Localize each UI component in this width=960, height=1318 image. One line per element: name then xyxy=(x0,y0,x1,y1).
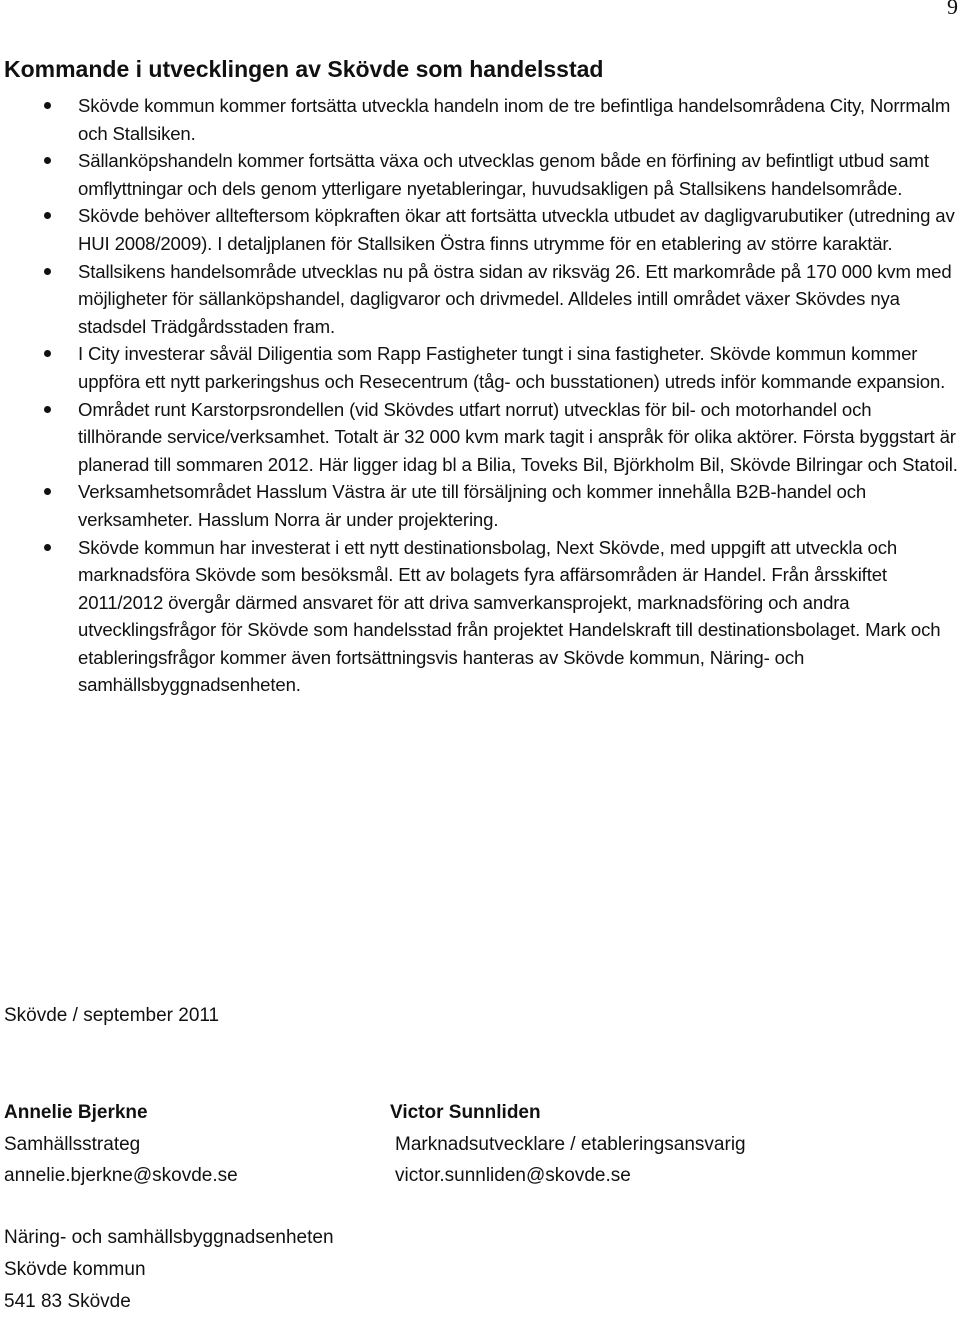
contact-name: Annelie Bjerkne xyxy=(4,1102,148,1123)
bullet-icon xyxy=(44,157,51,164)
contact-role: Samhällsstrateg xyxy=(4,1133,141,1155)
contact-name: Victor Sunnliden xyxy=(390,1102,541,1123)
contact-right xyxy=(390,1097,746,1192)
list-item-text: Området runt Karstorpsrondellen (vid Skövdes utfart norrut) utvecklas för bil- och motorhandel och tillhörande service/verksamhet. Totalt är 32 000 kvm mark tagit i anspråk för olika aktörer. Första byggstart är planerad till sommaren 2012. Här ligger idag bl a Bilia, Toveks Bil, Björkholm Bil, Skövde Bilringar och Statoil. xyxy=(78,398,958,475)
list-item xyxy=(0,258,958,341)
address-postal: 541 83 Skövde xyxy=(4,1291,131,1312)
page-number: 9 xyxy=(947,0,958,19)
bullet-icon xyxy=(44,406,51,413)
list-item xyxy=(0,147,958,202)
address-unit: Näring- och samhällsbyggnadsenheten xyxy=(4,1227,334,1248)
bullet-list xyxy=(0,92,958,699)
list-item-text: Sällanköpshandeln kommer fortsätta växa och utvecklas genom både en förfining av befintligt utbud samt omflyttningar och dels genom ytterligare nyetableringar, huvudsakligen på Stallsikens handelsområde. xyxy=(78,150,929,199)
list-item xyxy=(0,396,958,479)
list-item-text: I City investerar såväl Diligentia som Rapp Fastigheter tungt i sina fastigheter. Skövde kommun kommer uppföra ett nytt parkeringshus och Resecentrum (tåg- och busstationen) utreds inför kommande expansion. xyxy=(78,343,946,392)
page-title: Kommande i utvecklingen av Skövde som handelsstad xyxy=(4,56,604,82)
list-item xyxy=(0,92,958,147)
list-item-text: Stallsikens handelsområde utvecklas nu på östra sidan av riksväg 26. Ett markområde på 170 000 kvm med möjligheter för sällanköpshandel, dagligvaror och drivmedel. Alldeles intill området växer Skövdes nya stadsdel Trädgårdsstaden fram. xyxy=(78,260,952,337)
date-line: Skövde / september 2011 xyxy=(4,1005,220,1026)
list-item xyxy=(0,340,958,395)
list-item-text: Verksamhetsområdet Hasslum Västra är ute till försäljning och kommer innehålla B2B-handel och verksamheter. Hasslum Norra är under projektering. xyxy=(78,481,867,530)
contact-role: Marknadsutvecklare / etableringsansvarig xyxy=(395,1133,746,1155)
contact-left xyxy=(4,1097,238,1192)
bullet-icon xyxy=(44,488,51,495)
bullet-icon xyxy=(44,350,51,357)
bullet-icon xyxy=(44,102,51,109)
list-item xyxy=(0,478,958,533)
list-item-text: Skövde kommun kommer fortsätta utveckla handeln inom de tre befintliga handelsområdena City, Norrmalm och Stallsiken. xyxy=(78,95,951,144)
bullet-icon xyxy=(44,268,51,275)
contact-email[interactable]: annelie.bjerkne@skovde.se xyxy=(4,1165,238,1186)
address-org: Skövde kommun xyxy=(4,1259,146,1280)
list-item xyxy=(0,534,958,700)
bullet-icon xyxy=(44,212,51,219)
list-item-text: Skövde behöver allteftersom köpkraften ökar att fortsätta utveckla utbudet av dagligvarubutiker (utredning av HUI 2008/2009). I detaljplanen för Stallsiken Östra finns utrymme för en etablering av större karaktär. xyxy=(78,205,955,254)
list-item xyxy=(0,202,958,257)
list-item-text: Skövde kommun har investerat i ett nytt destinationsbolag, Next Skövde, med uppgift att utveckla och marknadsföra Skövde som besöksmål. Ett av bolagets fyra affärsområden är Handel. Från årsskiftet 2011/2012 övergår därmed ansvaret för att driva samverkansprojekt, marknadsföring och andra utvecklingsfrågor för Skövde som handelsstad från projektet Handelskraft till destinationsbolaget. Mark och etableringsfrågor kommer även fortsättningsvis hanteras av Skövde kommun, Näring- och samhällsbyggnadsenheten. xyxy=(78,536,941,696)
address-block xyxy=(4,1222,334,1318)
contact-email[interactable]: victor.sunnliden@skovde.se xyxy=(395,1165,631,1186)
bullet-icon xyxy=(44,544,51,551)
